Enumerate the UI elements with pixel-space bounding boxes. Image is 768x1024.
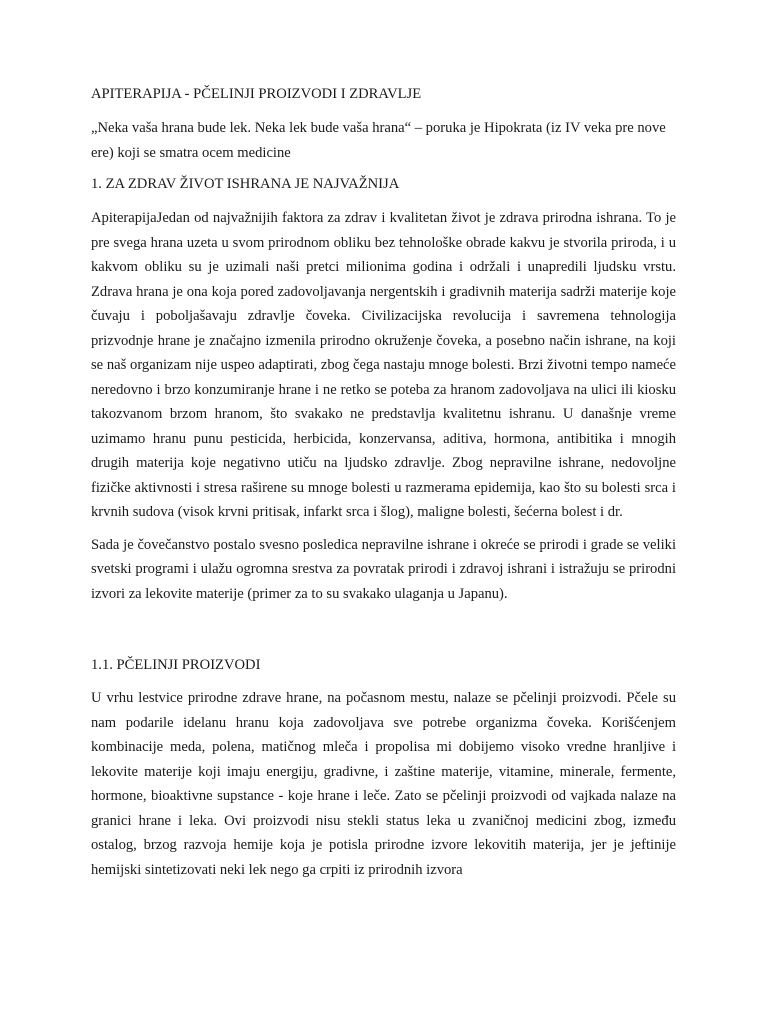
section-1-paragraph-1: ApiterapijaJedan od najvažnijih faktora za zdrav i kvalitetan život je zdrava prirodna ishrana. To je pre svega hrana uzeta u svom prirodnom obliku bez tehnološke obrade kakvu je stvorila priroda, i u kakvom obliku su je uzimali naši pretci milionima godina i održali i unapredili ljudsku vrstu. Zdrava hrana je ona koja pored zadovoljavanja nergentskih i gradivnih materija sadrži materije koje čuvaju i poboljašavaju zdravlje čoveka. Civilizacijska revolucija i savremena tehnologija prizvodnje hrane je značajno izmenila prirodno okruženje čoveka, a posebno način ishrane, na koji se naš organizam nije uspeo adaptirati, zbog čega nastaju mnoge bolesti. Brzi životni tempo nameće neredovno i brzo konzumiranje hrane i ne retko se poteba za hranom zadovoljava na ulici ili kiosku takozvanom brzom hranom, što svakako ne predstavlja kvalitetnu ishranu. U današnje vreme uzimamo hranu punu pesticida, herbicida, konzervansa, aditiva, hormona, antibitika i mnogih drugih materija koje negativno utiču na ljudsko zdravlje. Zbog nepravilne ishrane, nedovoljne fizičke aktivnosti i stresa raširene su mnoge bolesti u razmerama epidemija, kao što su bolesti srca i krvnih sudova (visok krvni pritisak, infarkt srca i šlog), maligne bolesti, šećerna bolest i dr. [91, 210, 676, 520]
document-body [91, 82, 676, 882]
hippocrates-quote: „Neka vaša hrana bude lek. Neka lek bude vaša hrana“ – poruka je Hipokrata (iz IV veka pre nove ere) koji se smatra ocem medicine [91, 120, 666, 161]
section-1-heading: 1. ZA ZDRAV ŽIVOT ISHRANA JE NAJVAŽNIJA [91, 176, 400, 192]
document-title: APITERAPIJA - PČELINJI PROIZVODI I ZDRAVLJE [91, 86, 422, 102]
section-1-1-paragraph-1: U vrhu lestvice prirodne zdrave hrane, na počasnom mestu, nalaze se pčelinji proizvodi. Pčele su nam podarile idelanu hranu koja zadovoljava sve potrebe organizma čoveka. Korišćenjem kombinacije meda, polena, matičnog mleča i propolisa mi dobijemo visoko vredne hranljive i lekovite materije koji imaju energiju, gradivne, i zaštine materije, vitamine, minerale, fermente, hormone, bioaktivne supstance - koje hrane i leče. Zato se pčelinji proizvodi od vajkada nalaze na granici hrane i leka. Ovi proizvodi nisu stekli status leka u zvaničnoj medicini zbog, između ostalog, brzog razvoja hemije koja je potisla prirodne izvore lekovitih materija, jer je jeftinije hemijski sintetizovati neki lek nego ga crpiti iz prirodnih izvora [91, 690, 676, 878]
section-1-paragraph-2: Sada je čovečanstvo postalo svesno posledica nepravilne ishrane i okreće se prirodi i grade se veliki svetski programi i ulažu ogromna srestva za povratak prirodi i zdravoj ishrani i istražuju se prirodni izvori za lekovite materije (primer za to su svakako ulaganja u Japanu). [91, 536, 676, 602]
section-1-1-heading: 1.1. PČELINJI PROIZVODI [91, 657, 261, 673]
